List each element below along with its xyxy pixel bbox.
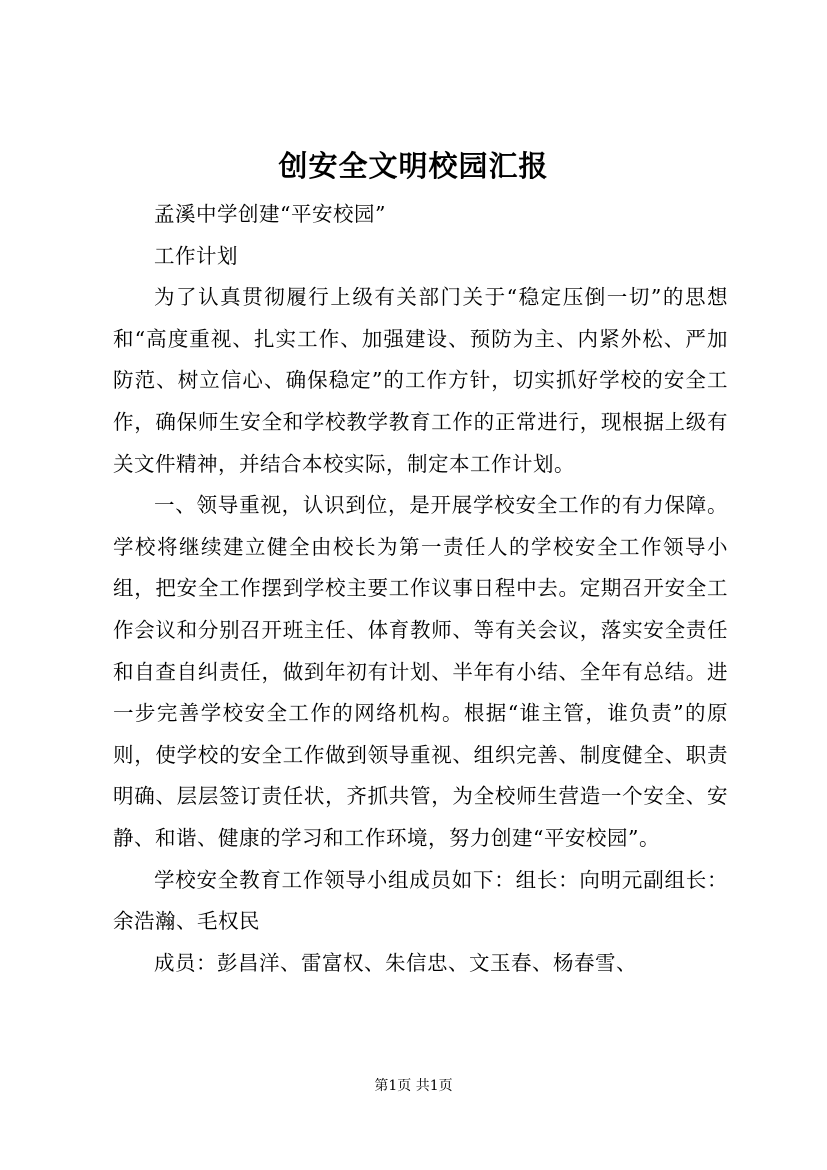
paragraph-intro: 为了认真贯彻履行上级有关部门关于“稳定压倒一切”的思想和“高度重视、扎实工作、加强建设、预防为主、内紧外松、严加防范、树立信心、确保稳定”的工作方针，切实抓好学校的安全工作，确保师生安全和学校教学教育工作的正常进行，现根据上级有关文件精神，并结合本校实际，制定本工作计划。 [113,285,728,476]
paragraph-plan-heading: 工作计划 [154,243,238,268]
paragraph-group-members: 学校安全教育工作领导小组成员如下：组长：向明元副组长：余浩瀚、毛权民 [113,867,728,934]
paragraph-school-heading: 孟溪中学创建“平安校园” [154,202,386,226]
paragraph-leadership: 一、领导重视，认识到位，是开展学校安全工作的有力保障。学校将继续建立健全由校长为第一责任人的学校安全工作领导小组，把安全工作摆到学校主要工作议事日程中去。定期召开安全工作会议和分别召开班主任、体育教师、等有关会议，落实安全责任和自查自纠责任，做到年初有计划、半年有小结、全年有总结。进一步完善学校安全工作的网络机构。根据“谁主管，谁负责”的原则，使学校的安全工作做到领导重视、组织完善、制度健全、职责明确、层层签订责任状，齐抓共管，为全校师生营造一个安全、安静、和谐、健康的学习和工作环境，努力创建“平安校园”。 [113,493,728,850]
page-footer: 第1页 共1页 [374,1078,453,1094]
document-title: 创安全文明校园汇报 [278,149,549,183]
paragraph-members: 成员：彭昌洋、雷富权、朱信忠、文玉春、杨春雪、 [154,950,637,975]
document-body [113,194,728,984]
